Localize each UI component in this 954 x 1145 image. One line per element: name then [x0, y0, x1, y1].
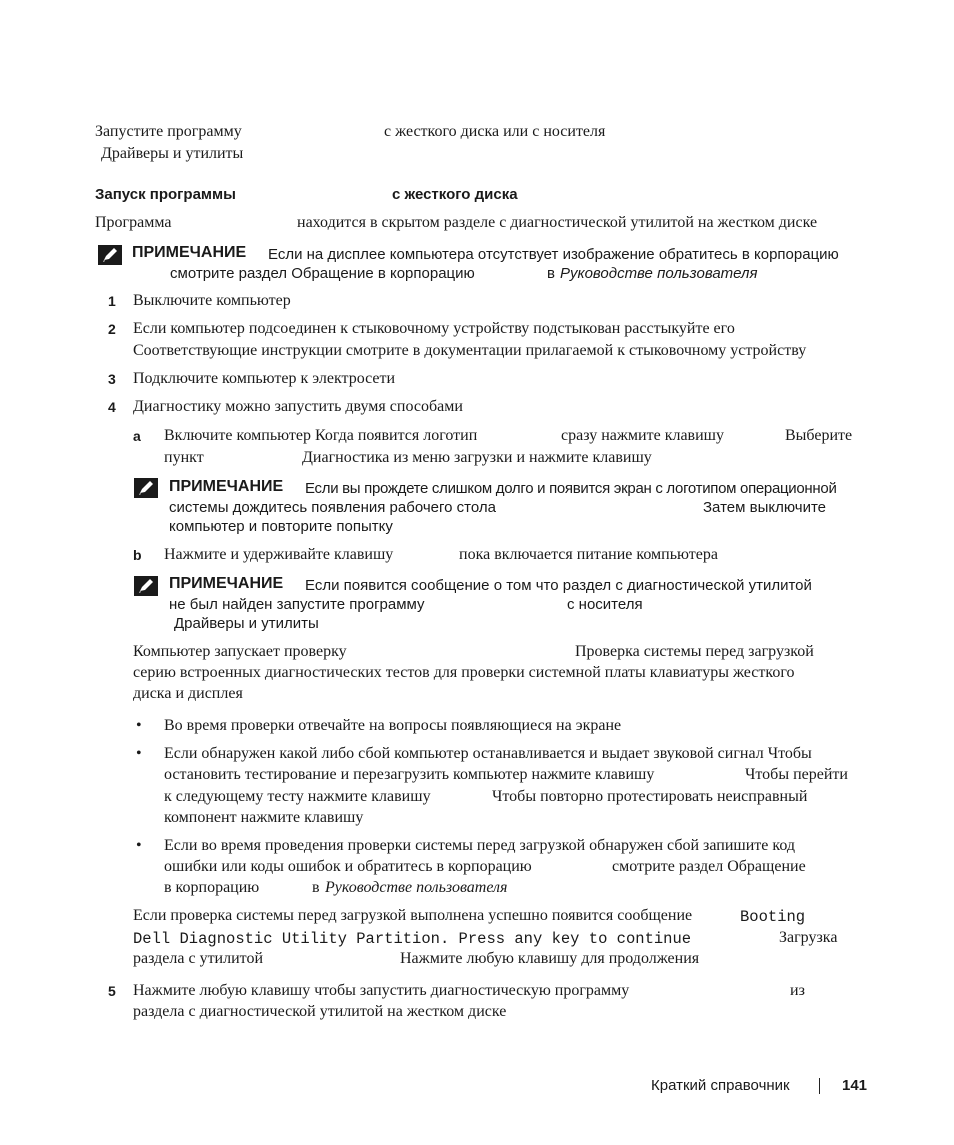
- step5-text-1a: Нажмите любую клавишу чтобы запустить диагностическую программу: [133, 982, 630, 999]
- bullet3-text-3b: в: [312, 879, 320, 896]
- note3-line1: Если появится сообщение о том что раздел с диагностической утилитой: [305, 577, 812, 594]
- bullet2-text-3a: к следующему тесту нажмите клавишу: [164, 788, 431, 805]
- section-heading-part2: с жесткого диска: [392, 186, 518, 203]
- step1-text: Выключите компьютер: [133, 292, 291, 309]
- success-text-2b: Загрузка: [779, 929, 838, 946]
- step5-text-2: раздела с диагностической утилитой на жестком диске: [133, 1003, 507, 1020]
- success-code-2: Dell Diagnostic Utility Partition. Press any key to continue: [133, 930, 692, 948]
- step5-text-1b: из: [790, 982, 805, 999]
- bullet2-text-2a: остановить тестирование и перезагрузить компьютер нажмите клавишу: [164, 766, 655, 783]
- preboot-text-1a: Компьютер запускает проверку: [133, 643, 347, 660]
- bullet2-text-3b: Чтобы повторно протестировать неисправный: [492, 788, 808, 805]
- bullet1-text: Во время проверки отвечайте на вопросы появляющиеся на экране: [164, 717, 622, 734]
- note1-line1: Если на дисплее компьютера отсутствует изображение обратитесь в корпорацию: [268, 246, 839, 263]
- intro-text-2: Драйверы и утилиты: [101, 145, 244, 162]
- step5-number: 5: [108, 983, 116, 999]
- note1-label: ПРИМЕЧАНИЕ: [132, 244, 247, 261]
- footer-title: Краткий справочник: [651, 1077, 790, 1094]
- step2-number: 2: [108, 321, 116, 337]
- bullet3-text-3c: Руководстве пользователя: [325, 879, 508, 896]
- substep-a-letter: a: [133, 428, 141, 444]
- note1-line2a: смотрите раздел Обращение в корпорацию: [170, 265, 475, 282]
- step4-text: Диагностику можно запустить двумя способами: [133, 398, 463, 415]
- bullet-dot: •: [136, 837, 142, 854]
- success-text-3a: раздела с утилитой: [133, 950, 264, 967]
- note2-line3: компьютер и повторите попытку: [169, 518, 393, 535]
- note2-line1: Если вы прождете слишком долго и появится экран с логотипом операционной: [305, 480, 837, 497]
- substep-a-text-1c: Выберите: [785, 427, 853, 444]
- preboot-text-3: диска и дисплея: [133, 685, 243, 702]
- note3-line3: Драйверы и утилиты: [174, 615, 319, 632]
- substep-b-text-1a: Нажмите и удерживайте клавишу: [164, 546, 394, 563]
- note3-label: ПРИМЕЧАНИЕ: [169, 575, 284, 592]
- step3-text: Подключите компьютер к электросети: [133, 370, 396, 387]
- bullet3-text-3a: в корпорацию: [164, 879, 260, 896]
- preboot-text-2: серию встроенных диагностических тестов для проверки системной платы клавиатуры жесткого: [133, 664, 795, 681]
- bullet3-text-1: Если во время проведения проверки системы перед загрузкой обнаружен сбой запишите код: [164, 837, 795, 854]
- success-text-1a: Если проверка системы перед загрузкой выполнена успешно появится сообщение: [133, 907, 693, 924]
- program-text-2: находится в скрытом разделе с диагностической утилитой на жестком диске: [297, 214, 818, 231]
- substep-a-text-1b: сразу нажмите клавишу: [561, 427, 724, 444]
- note1-line2c: Руководстве пользователя: [560, 265, 758, 282]
- bullet-dot: •: [136, 745, 142, 762]
- substep-b-letter: b: [133, 547, 142, 563]
- note-pencil-icon: [98, 245, 122, 265]
- note3-line2a: не был найден запустите программу: [169, 596, 425, 613]
- step2-text-1: Если компьютер подсоединен к стыковочному устройству подстыкован расстыкуйте его: [133, 320, 735, 337]
- note2-label: ПРИМЕЧАНИЕ: [169, 478, 284, 495]
- step3-number: 3: [108, 371, 116, 387]
- page-number: 141: [842, 1077, 868, 1094]
- step2-text-2: Соответствующие инструкции смотрите в документации прилагаемой к стыковочному устройству: [133, 342, 807, 359]
- footer-separator: [819, 1078, 820, 1094]
- program-text-1: Программа: [95, 214, 172, 231]
- intro-text-1b: с жесткого диска или с носителя: [384, 123, 606, 140]
- preboot-text-1b: Проверка системы перед загрузкой: [575, 643, 814, 660]
- bullet3-text-2b: смотрите раздел Обращение: [612, 858, 806, 875]
- success-text-3b: Нажмите любую клавишу для продолжения: [400, 950, 700, 967]
- intro-text-1a: Запустите программу: [95, 123, 242, 140]
- substep-b-text-1b: пока включается питание компьютера: [459, 546, 718, 563]
- bullet-dot: •: [136, 717, 142, 734]
- step4-number: 4: [108, 399, 116, 415]
- success-code-1: Booting: [740, 908, 806, 926]
- section-heading-part1: Запуск программы: [95, 186, 236, 203]
- step1-number: 1: [108, 293, 116, 309]
- note1-line2b: в: [547, 265, 555, 282]
- bullet2-text-2b: Чтобы перейти: [745, 766, 848, 783]
- note3-line2b: с носителя: [567, 596, 643, 613]
- substep-a-text-1a: Включите компьютер Когда появится логотип: [164, 427, 478, 444]
- note2-line2a: системы дождитесь появления рабочего стола: [169, 499, 496, 516]
- bullet2-text-1: Если обнаружен какой либо сбой компьютер останавливается и выдает звуковой сигнал Чтобы: [164, 745, 812, 762]
- substep-a-text-2a: пункт: [164, 449, 204, 466]
- substep-a-text-2b: Диагностика из меню загрузки и нажмите клавишу: [302, 449, 652, 466]
- note2-line2b: Затем выключите: [703, 499, 826, 516]
- note-pencil-icon: [134, 576, 158, 596]
- note-pencil-icon: [134, 478, 158, 498]
- bullet3-text-2a: ошибки или коды ошибок и обратитесь в корпорацию: [164, 858, 532, 875]
- bullet2-text-4: компонент нажмите клавишу: [164, 809, 364, 826]
